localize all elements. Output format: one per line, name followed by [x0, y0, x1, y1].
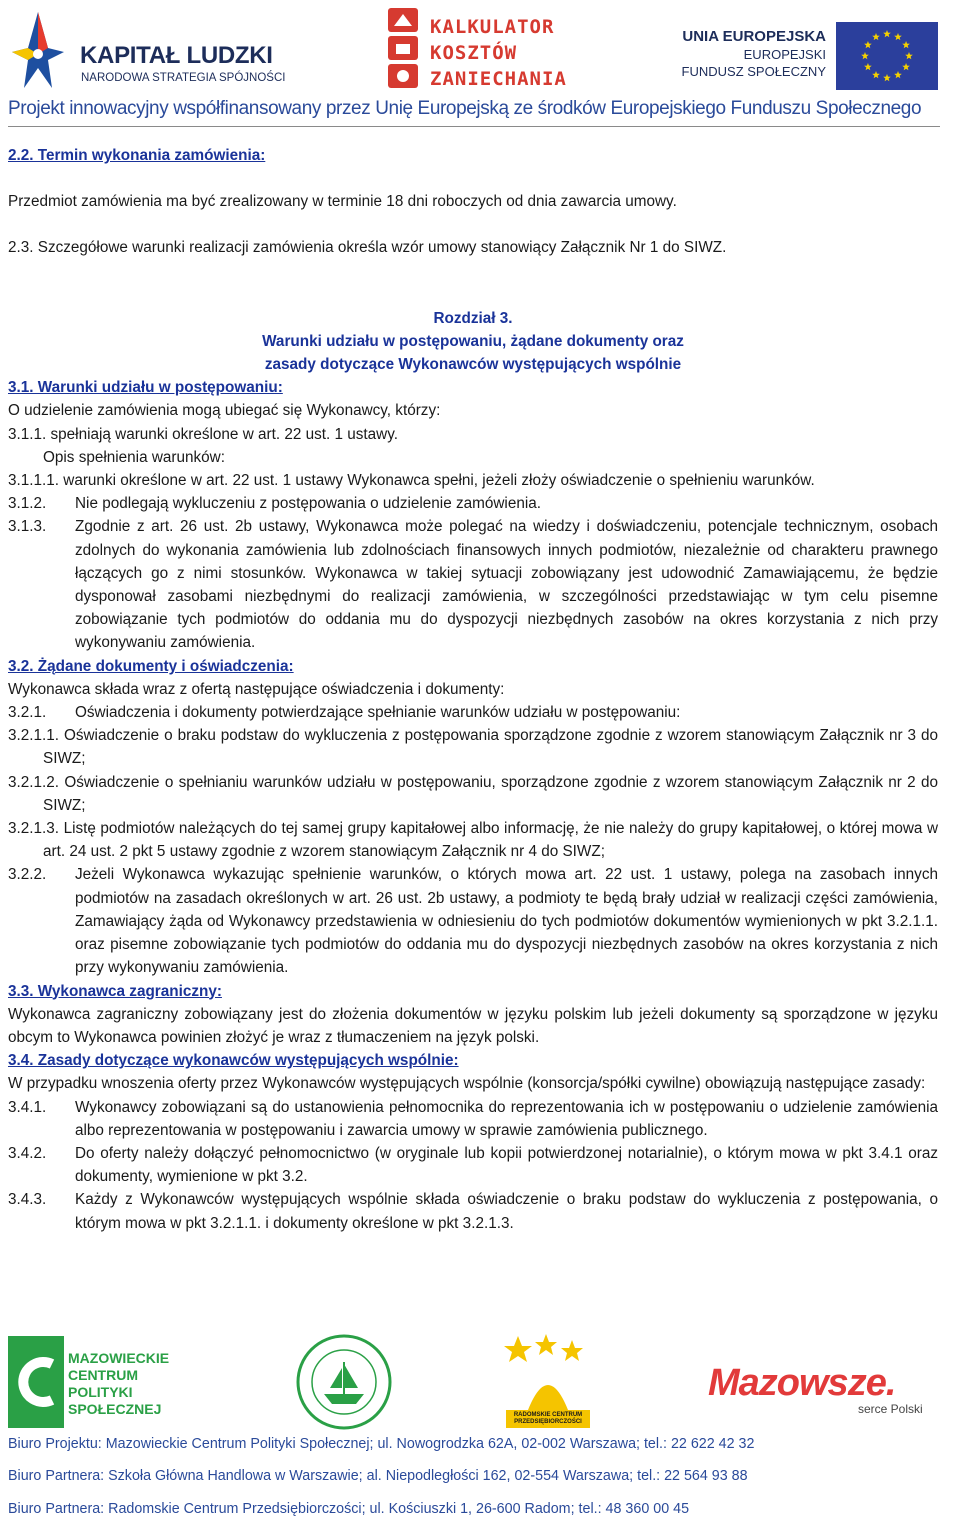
mazowsze-logo — [708, 1362, 938, 1422]
section-text: Wykonawcy zobowiązani są do ustanowienia pełnomocnika do reprezentowania ich w postępowaniu o udzielenie zamówienia albo reprezentowania w postępowaniu i zawarcia umowy w sprawie zamówienia publicznego. — [75, 1098, 938, 1139]
mcps-line-1: MAZOWIECKIE — [68, 1350, 170, 1366]
project-cofinancing-line: Projekt innowacyjny współfinansowany przez Unię Europejską ze środków Europejskiego Funduszu Społecznego — [8, 98, 922, 119]
section-3-1-title: 3.1. Warunki udziału w postępowaniu: — [8, 379, 283, 397]
section-3-2-1-1: 3.2.1.1. Oświadczenie o braku podstaw do wykluczenia z postępowania sporządzone zgodnie z wzorem stanowiącym Załącznik nr 3 do SIWZ; — [8, 727, 938, 768]
section-2-2-text: Przedmiot zamówienia ma być zrealizowany w terminie 18 dni roboczych od dnia zawarcia umowy. — [8, 193, 677, 211]
section-3-4-3 — [8, 1188, 938, 1234]
mcps-logo — [8, 1336, 178, 1428]
kapital-ludzki-star-icon — [8, 8, 68, 92]
section-3-2-1 — [8, 701, 938, 724]
mcps-line-4: SPOŁECZNEJ — [68, 1401, 162, 1417]
section-number: 3.2.2. — [8, 866, 47, 884]
footer-address-3: Biuro Partnera: Radomskie Centrum Przedsiębiorczości; ul. Kościuszki 1, 26-600 Radom; tel.: 48 360 00 45 — [8, 1501, 690, 1517]
eu-label-line-1: UNIA EUROPEJSKA — [682, 28, 826, 45]
section-3-4-1 — [8, 1096, 938, 1142]
eu-flag-icon — [836, 22, 938, 90]
section-3-1-3 — [8, 515, 938, 654]
section-number: 3.2.1. — [8, 704, 47, 722]
section-3-1-2 — [8, 492, 938, 515]
kalkulator-line-3: ZANIECHANIA — [430, 68, 567, 90]
mcps-line-2: CENTRUM — [68, 1367, 138, 1383]
section-number: 3.1.3. — [8, 518, 47, 536]
kalkulator-line-1: KALKULATOR — [430, 16, 555, 38]
house-icons — [386, 6, 422, 90]
section-text: Do oferty należy dołączyć pełnomocnictwo (w oryginale lub kopii potwierdzonej notarialnie), o którym mowa w pkt 3.4.1 oraz dokumenty, wymienione w pkt 3.2. — [75, 1144, 938, 1186]
eu-label-line-2: EUROPEJSKI — [743, 47, 826, 62]
sgh-seal-icon — [294, 1332, 394, 1432]
page-footer — [0, 1330, 960, 1524]
section-text: Zgodnie z art. 26 ust. 2b ustawy, Wykonawca może polegać na wiedzy i doświadczeniu, potencjale technicznym, osobach zdolnych do wykonania zamówienia lub zdolnościach finansowych innych podmiotów, niezależnie od charakteru prawnego łączących go z nimi stosunków. Wykonawca w takiej sytuacji zobowiązany jest udowodnić Zamawiającemu, że będzie dysponował zasobami niezbędnymi do realizacji zamówienia, w szczególności przedstawiając w tym celu pisemne zobowiązanie tych podmiotów do oddania mu do dyspozycji niezbędnych zasobów na okres korzystania z nich przy wykonywaniu zamówienia. — [75, 518, 938, 652]
section-3-1-1-opis: Opis spełnienia warunków: — [43, 448, 225, 466]
section-2-2-title: 2.2. Termin wykonania zamówienia: — [8, 147, 266, 164]
section-3-2-title: 3.2. Żądane dokumenty i oświadczenia: — [8, 657, 294, 675]
section-3-4-title: 3.4. Zasady dotyczące wykonawców występujących wspólnie: — [8, 1052, 459, 1070]
page-header — [0, 0, 960, 132]
footer-address-1: Biuro Projektu: Mazowieckie Centrum Polityki Społecznej; ul. Nowogrodzka 62A, 02-002 Warszawa; tel.: 22 622 42 32 — [8, 1436, 755, 1452]
kapital-ludzki-title: KAPITAŁ LUDZKI — [80, 42, 273, 69]
document-body — [8, 144, 938, 1235]
section-text: Nie podlegają wykluczeniu z postępowania o udzielenie zamówienia. — [75, 495, 541, 513]
kapital-ludzki-subtitle: NARODOWA STRATEGIA SPÓJNOŚCI — [81, 72, 286, 84]
chapter-subtitle-2: zasady dotyczące Wykonawców występujących wspólnie — [264, 356, 682, 374]
section-3-1-1-1: 3.1.1.1. warunki określone w art. 22 ust. 1 ustawy Wykonawca spełni, jeżeli złoży oświadczenie o spełnieniu warunków. — [8, 472, 815, 490]
section-3-4-2 — [8, 1142, 938, 1188]
section-3-2-1-2: 3.2.1.2. Oświadczenie o spełnianiu warunków udziału w postępowaniu, sporządzone zgodnie z wzorem stanowiącym Załącznik nr 2 do SIWZ; — [8, 773, 938, 814]
kalkulator-line-2: KOSZTÓW — [430, 42, 518, 64]
section-3-1-intro: O udzielenie zamówienia mogą ubiegać się Wykonawcy, którzy: — [8, 402, 441, 420]
section-text: Oświadczenia i dokumenty potwierdzające spełnianie warunków udziału w postępowaniu: — [75, 704, 681, 722]
section-3-3-text: Wykonawca zagraniczny zobowiązany jest do złożenia dokumentów w języku polskim lub jeżeli dokumenty są sporządzone w języku obcym to Wykonawca powinien złożyć je wraz z tłumaczeniem na język polski. — [8, 1005, 938, 1046]
mcps-line-3: POLITYKI — [68, 1384, 133, 1400]
mcps-c-icon — [8, 1336, 64, 1428]
mcps-name — [68, 1350, 169, 1418]
section-2-3-text: 2.3. Szczegółowe warunki realizacji zamówienia określa wzór umowy stanowiący Załącznik Nr 1 do SIWZ. — [8, 239, 727, 257]
chapter-subtitle-1: Warunki udziału w postępowaniu, żądane dokumenty oraz — [262, 332, 684, 350]
section-3-4-intro: W przypadku wnoszenia oferty przez Wykonawców występujących wspólnie (konsorcja/spółki cywilne) obowiązują następujące zasady: — [8, 1075, 926, 1093]
rcp-label: RADOMSKIE CENTRUM PRZEDSIĘBIORCZOŚCI — [513, 1412, 583, 1425]
mazowsze-title: Mazowsze. — [708, 1362, 896, 1404]
section-number: 3.4.2. — [8, 1144, 47, 1162]
mazowsze-subtitle: serce Polski — [858, 1402, 923, 1416]
kapital-ludzki-logo — [8, 8, 298, 92]
kalkulator-logo — [386, 6, 566, 90]
section-3-3-title: 3.3. Wykonawca zagraniczny: — [8, 982, 222, 1000]
section-3-2-2 — [8, 863, 938, 979]
section-text: Jeżeli Wykonawca wykazując spełnienie warunków, o których mowa art. 22 ust. 1 ustawy, polega na zasobach innych podmiotów na zasadach określonych w art. 26 ust. 2b ustawy, a podmioty te będą brały udział w realizacji części zamówienia, Zamawiający żąda od Wykonawcy przedstawienia w odniesieniu do tych podmiotów dokumentów wymienionych w pkt 3.2.1.1. oraz pisemne zobowiązanie tych podmiotów do oddania mu do dyspozycji niezbędnych zasobów na okres korzystania z nich przy wykonywaniu zamówienia. — [75, 866, 938, 977]
section-3-1-1: 3.1.1. spełniają warunki określone w art. 22 ust. 1 ustawy. — [8, 425, 398, 443]
section-number: 3.1.2. — [8, 495, 47, 513]
section-number: 3.4.1. — [8, 1098, 47, 1116]
eu-label — [660, 28, 826, 80]
chapter-title: Rozdział 3. — [433, 309, 513, 327]
eu-label-line-3: FUNDUSZ SPOŁECZNY — [681, 64, 826, 79]
section-3-2-1-3: 3.2.1.3. Listę podmiotów należących do tej samej grupy kapitałowej albo informację, że nie należy do grupy kapitałowej, o której mowa w art. 24 ust. 2 pkt 5 ustawy zgodnie z wzorem stanowiącym Załącznik nr 4 do SIWZ; — [8, 820, 938, 861]
section-3-2-intro: Wykonawca składa wraz z ofertą następujące oświadczenia i dokumenty: — [8, 680, 505, 698]
section-text: Każdy z Wykonawców występujących wspólnie składa oświadczenie o braku podstaw do wykluczenia z postępowania, o którym mowa w pkt 3.2.1.1. i dokumenty określone w pkt 3.2.1.3. — [75, 1191, 938, 1232]
footer-address-2: Biuro Partnera: Szkoła Główna Handlowa w Warszawie; al. Niepodległości 162, 02-554 Warszawa; tel.: 22 564 93 88 — [8, 1468, 748, 1484]
rcp-logo — [498, 1330, 598, 1430]
section-number: 3.4.3. — [8, 1191, 47, 1209]
header-divider — [8, 126, 940, 127]
